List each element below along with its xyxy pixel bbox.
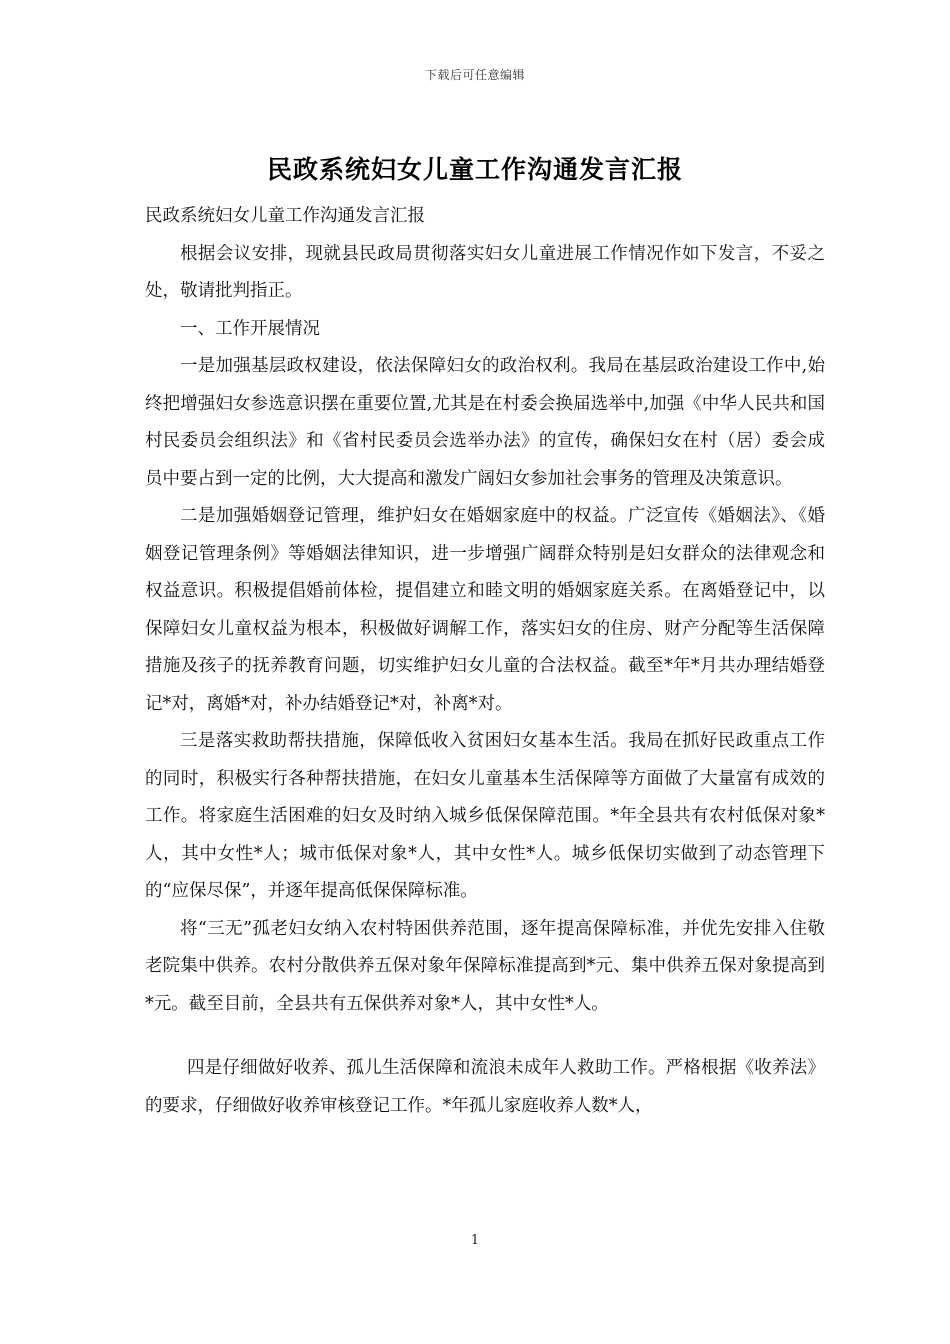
page-number: 1 — [470, 1233, 480, 1248]
header-note: 下载后可任意编辑 — [424, 68, 525, 82]
document-body — [145, 198, 825, 1125]
paragraph-relief-measures: 三是落实救助帮扶措施，保障低收入贫困妇女基本生活。我局在抓好民政重点工作的同时，积极实行各种帮扶措施，在妇女儿童基本生活保障等方面做了大量富有成效的工作。将家庭生活困难的妇女及时纳入城乡低保保障范围。*年全县共有农村低保对象*人，其中女性*人；城市低保对象*人，其中女性*人。城乡低保切实做到了动态管理下的“应保尽保”，并逐年提高低保保障标准。 — [145, 731, 825, 901]
document-title: 民政系统妇女儿童工作沟通发言汇报 — [266, 155, 683, 184]
paragraph-marriage-registration: 二是加强婚姻登记管理，维护妇女在婚姻家庭中的权益。广泛宣传《婚姻法》、《婚姻登记管理条例》等婚姻法律知识，进一步增强广阔群众特别是妇女群众的法律观念和权益意识。积极提倡婚前体检，提倡建立和睦文明的婚姻家庭关系。在离婚登记中，以保障妇女儿童权益为根本，积极做好调解工作，落实妇女的住房、财产分配等生活保障措施及孩子的抚养教育问题，切实维护妇女儿童的合法权益。截至*年*月共办理结婚登记*对，离婚*对，补办结婚登记*对，补离*对。 — [145, 506, 825, 714]
paragraph-intro: 根据会议安排，现就县民政局贯彻落实妇女儿童进展工作情况作如下发言，不妥之处，敬请批判指正。 — [145, 243, 825, 301]
document-subtitle: 民政系统妇女儿童工作沟通发言汇报 — [145, 206, 425, 226]
paragraph-adoption-work: 四是仔细做好收养、孤儿生活保障和流浪未成年人救助工作。严格根据《收养法》的要求，仔细做好收养审核登记工作。*年孤儿家庭收养人数*人， — [145, 1058, 825, 1116]
section-heading: 一、工作开展情况 — [180, 318, 320, 339]
paragraph-political-rights: 一是加强基层政权建设，依法保障妇女的政治权利。我局在基层政治建设工作中,始终把增强妇女参选意识摆在重要位置,尤其是在村委会换届选举中,加强《中华人民共和国村民委员会组织法》和《省村民委员会选举办法》的宣传，确保妇女在村（居）委会成员中要占到一定的比例，大大提高和激发广阔妇女参加社会事务的管理及决策意识。 — [145, 356, 825, 489]
paragraph-elderly-support: 将“三无”孤老妇女纳入农村特困供养范围，逐年提高保障标准，并优先安排入住敬老院集中供养。农村分散供养五保对象年保障标准提高到*元、集中供养五保对象提高到*元。截至目前，全县共有五保供养对象*人，其中女性*人。 — [145, 918, 825, 1014]
